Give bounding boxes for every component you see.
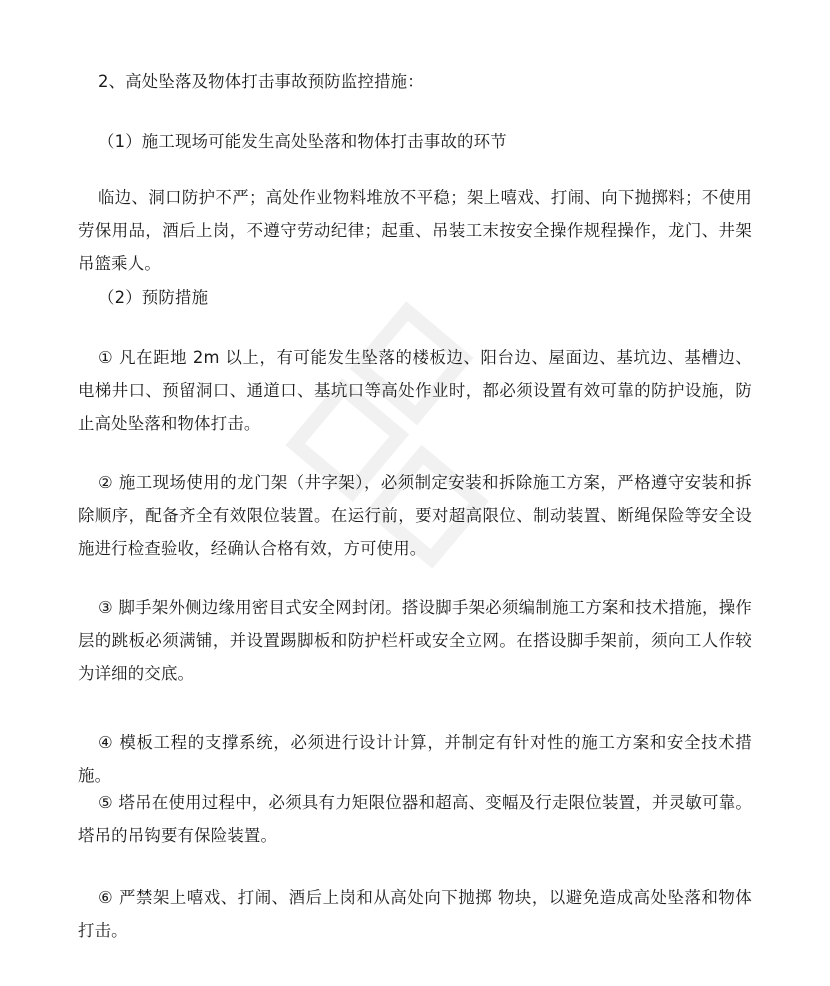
measure-item-3: ③ 脚手架外侧边缘用密目式安全网封闭。搭设脚手架必须编制施工方案和技术措施，操作层的跳板必须满铺，并设置踢脚板和防护栏杆或安全立网。在搭设脚手架前，须向工人作较为详细的交底。 [78, 598, 752, 683]
measure-item-2: ② 施工现场使用的龙门架（井字架），必须制定安装和拆除施工方案，严格遵守安装和拆除顺序，配备齐全有效限位装置。在运行前，要对超高限位、制动装置、断绳保险等安全设施进行检查验收，经确认合格有效，方可使用。 [78, 473, 752, 558]
measure-item-6: ⑥ 严禁架上嘻戏、打闹、酒后上岗和从高处向下抛掷 物块，以避免造成高处坠落和物体打击。 [78, 888, 752, 940]
subsection-title-1: （1）施工现场可能发生高处坠落和物体打击事故的环节 [98, 132, 507, 151]
measure-item-4: ④ 模板工程的支撑系统，必须进行设计计算，并制定有针对性的施工方案和安全技术措施。 [78, 733, 752, 785]
section-heading: 2、高处坠落及物体打击事故预防监控措施： [98, 72, 424, 91]
subsection-title-2: （2）预防措施 [98, 288, 209, 307]
subsection-body-1: 临边、洞口防护不严；高处作业物料堆放不平稳；架上嘻戏、打闹、向下抛掷料；不使用劳保用品，酒后上岗，不遵守劳动纪律；起重、吊装工末按安全操作规程操作，龙门、井架吊篮乘人。 [78, 188, 752, 273]
measure-item-5: ⑤ 塔吊在使用过程中，必须具有力矩限位器和超高、变幅及行走限位装置，并灵敏可靠。塔吊的吊钩要有保险装置。 [78, 793, 752, 845]
measure-item-1: ① 凡在距地 2m 以上，有可能发生坠落的楼板边、阳台边、屋面边、基坑边、基槽边、电梯井口、预留洞口、通道口、基坑口等高处作业时，都必须设置有效可靠的防护设施，防止高处坠落和物体打击。 [78, 348, 752, 433]
